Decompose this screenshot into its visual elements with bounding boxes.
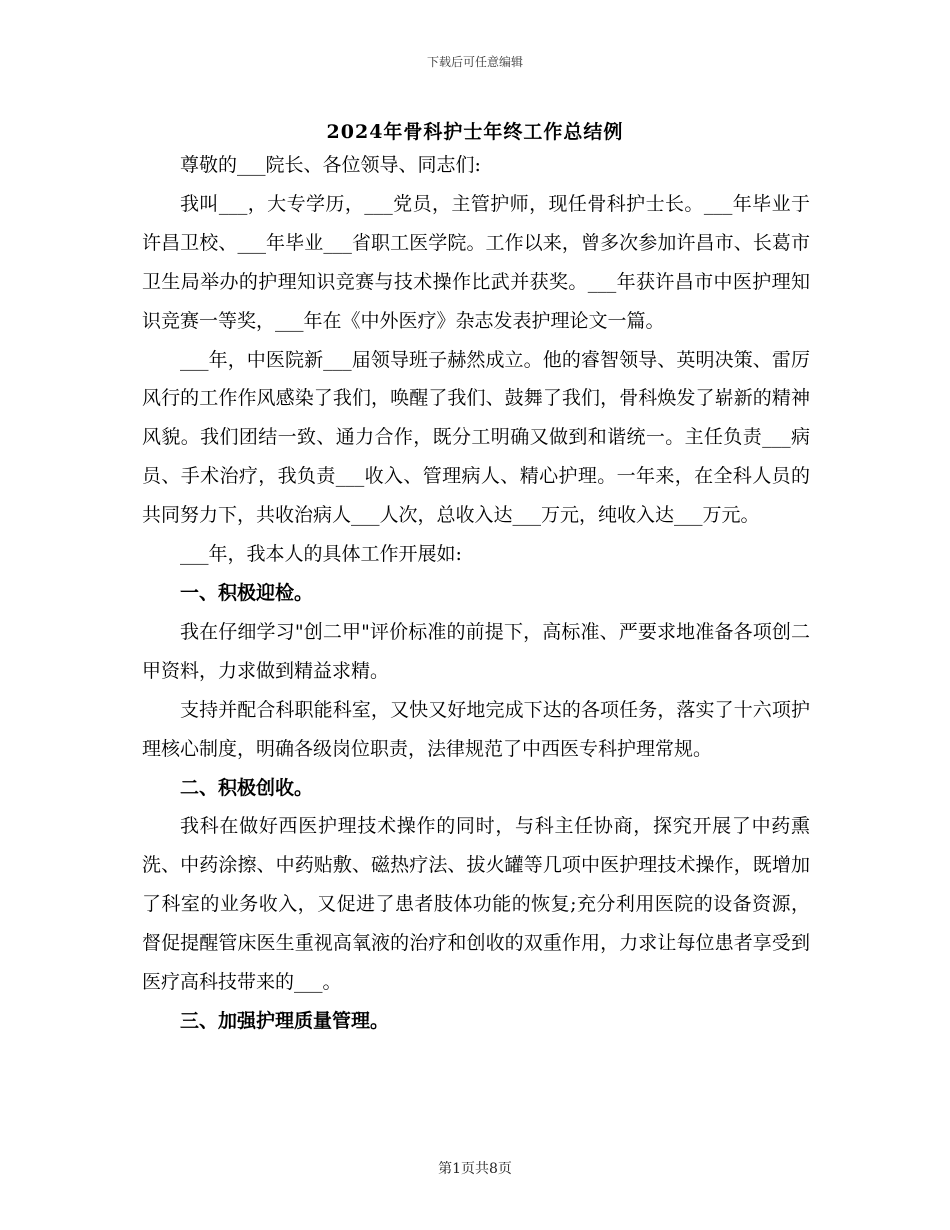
- body-paragraph: ___年，中医院新___届领导班子赫然成立。他的睿智领导、英明决策、雷厉风行的工作作风感染了我们，唤醒了我们、鼓舞了我们，骨科焕发了崭新的精神风貌。我们团结一致、通力合作，既分工明确又做到和谐统一。主任负责___病员、手术治疗，我负责___收入、管理病人、精心护理。一年来，在全科人员的共同努力下，共收治病人___人次，总收入达___万元，纯收入达___万元。: [142, 348, 810, 527]
- section-heading: 三、加强护理质量管理。: [180, 1009, 390, 1032]
- section-heading: 二、积极创收。: [180, 776, 314, 799]
- body-paragraph: ___年，我本人的具体工作开展如:: [180, 543, 462, 566]
- document-title: 2024年骨科护士年终工作总结例: [326, 121, 624, 143]
- page-number: 第1页共8页: [438, 1161, 512, 1177]
- salutation-paragraph: 尊敬的___院长、各位领导、同志们:: [180, 154, 481, 176]
- body-paragraph: 支持并配合科职能科室，又快又好地完成下达的各项任务，落实了十六项护理核心制度，明确各级岗位职责，法律规范了中西医专科护理常规。: [142, 698, 810, 760]
- body-paragraph: 我科在做好西医护理技术操作的同时，与科主任协商，探究开展了中药熏洗、中药涂擦、中药贴敷、磁热疗法、拔火罐等几项中医护理技术操作，既增加了科室的业务收入，又促进了患者肢体功能的恢复;充分利用医院的设备资源，督促提醒管床医生重视高氧液的治疗和创收的双重作用，力求让每位患者享受到医疗高科技带来的___。: [142, 815, 810, 994]
- body-paragraph: 我在仔细学习"创二甲"评价标准的前提下，高标准、严要求地准备各项创二甲资料，力求做到精益求精。: [142, 620, 810, 682]
- page-header-note: 下载后可任意编辑: [426, 55, 523, 69]
- section-heading: 一、积极迎检。: [180, 581, 314, 604]
- body-paragraph: 我叫___，大专学历，___党员，主管护师，现任骨科护士长。___年毕业于许昌卫校、___年毕业___省职工医学院。工作以来，曾多次参加许昌市、长葛市卫生局举办的护理知识竞赛与技术操作比武并获奖。___年获许昌市中医护理知识竞赛一等奖，___年在《中外医疗》杂志发表护理论文一篇。: [142, 192, 810, 332]
- document-body: [142, 146, 810, 1041]
